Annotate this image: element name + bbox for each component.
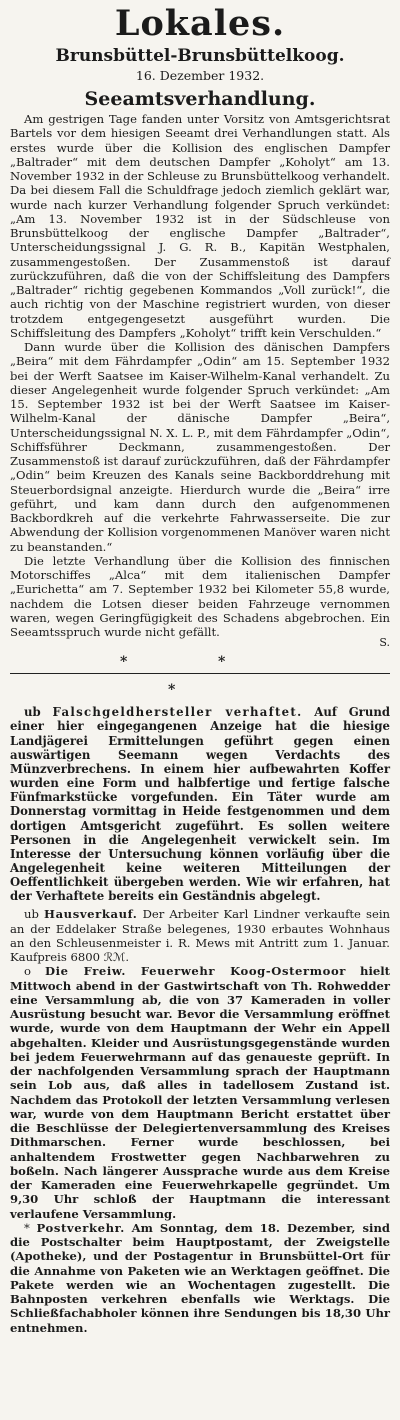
notice-house-sale bbox=[10, 907, 390, 964]
notice-prefix: ub bbox=[24, 907, 39, 922]
notice-headline: Hausverkauf. bbox=[44, 907, 138, 922]
article-title: Seeamtsverhandlung. bbox=[84, 88, 316, 110]
location-subhead: Brunsbüttel-Brunsbüttelkoog. bbox=[55, 46, 345, 66]
notice-headline: Postverkehr. bbox=[36, 1220, 125, 1235]
author-signature: S. bbox=[379, 636, 390, 650]
notice-fire-brigade bbox=[10, 964, 390, 1221]
notice-text: Der Arbeiter Karl Lindner verkaufte sein an der Eddelaker Straße belegenes, 1930 erbautes Wohnhaus an den Schleusenmeister i. R. Mews mit Antritt zum 1. Januar. Kaufpreis 6800 ℛℳ. bbox=[10, 907, 390, 965]
notice-text: hielt Mittwoch abend in der Gastwirtschaft von Th. Rohwedder eine Versammlung ab, die von 37 Kameraden in voller Ausrüstung besucht war. Bevor die Versammlung eröffnet wurde, wurde von dem Hauptmann der Wehr ein Appell abgehalten. Kleider und Ausrüstungsgegenstände wurden bei jedem Feuerwehrmann auf das genaueste geprüft. In der nachfolgenden Versammlung sprach der Hauptmann sein Lob aus, daß alles in tadellosem Zustand ist. Nachdem das Protokoll der letzten Versammlung verlesen war, wurde von dem Hauptmann Bericht erstattet über die Beschlüsse der Delegiertenversammlung des Kreises Dithmarschen. Ferner wurde beschlossen, bei anhaltendem Frostwetter gegen Nachbarwehren zu boßeln. Nach längerer Aussprache wurde aus dem Kreise der Kameraden eine Feuerwehrkapelle gegründet. Um 9,30 Uhr schloß der Hauptmann die interessant verlaufene Versammlung. bbox=[10, 964, 390, 1221]
separator-rule bbox=[10, 673, 390, 674]
separator-star: * bbox=[218, 654, 226, 671]
separator-star: * bbox=[120, 654, 128, 671]
dateline: 16. Dezember 1932. bbox=[135, 68, 265, 83]
notice-prefix: * bbox=[24, 1220, 30, 1235]
article-paragraph: Am gestrigen Tage fanden unter Vorsitz von Amtsgerichtsrat Bartels vor dem hiesigen Seeamt drei Verhandlungen statt. Als erstes wurde über die Kollision des englischen Dampfer „Baltrader“ mit dem deutschen Dampfer „Koholyt“ am 13. November 1932 in der Schleuse zu Brunsbüttelkoog verhandelt. Da bei diesem Fall die Schuldfrage jedoch ziemlich geklärt war, wurde nach kurzer Verhandlung folgender Spruch verkündet: „Am 13. November 1932 ist in der Südschleuse von Brunsbüttelkoog der englische Dampfer „Baltrader“, Unterscheidungssignal J. G. R. B., Kapitän Westphalen, zusammengestoßen. Der Zusammenstoß ist darauf zurückzuführen, daß die von der Schiffsleitung des Dampfers „Baltrader“ richtig gegebenen Kommandos „Voll zurück!“, die auch richtig von der Maschine registriert wurden, von dieser trotzdem entgegengesetzt ausgeführt wurden. Die Schiffsleitung des Dampfers „Koholyt“ trifft kein Verschulden.“ bbox=[10, 112, 390, 340]
notice-counterfeit bbox=[10, 705, 390, 903]
section-separator bbox=[10, 649, 390, 705]
notice-headline: Falschgeldhersteller verhaftet. bbox=[52, 705, 303, 720]
article-paragraph: Dann wurde über die Kollision des dänischen Dampfers „Beira“ mit dem Fährdampfer „Odin“ am 15. September 1932 bei der Werft Saatsee im Kaiser-Wilhelm-Kanal verhandelt. Zu dieser Angelegenheit wurde folgender Spruch verkündet: „Am 15. September 1932 ist bei der Werft Saatsee im Kaiser-Wilhelm-Kanal der dänische Dampfer „Beira“, Unterscheidungssignal N. X. L. P., mit dem Fährdampfer „Odin“, Schiffsführer Deckmann, zusammengestoßen. Der Zusammenstoß ist darauf zurückzuführen, daß der Fährdampfer „Odin“ beim Kreuzen des Kanals seine Backborddrehung mit Steuerbordsignal anzeigte. Hierdurch wurde die „Beira“ irre geführt, und kam dann durch den aufgenommenen Backbordkreh auf die verkehrte Fahrwasserseite. Die zur Abwendung der Kollision vorgenommenen Manöver waren nicht zu beanstanden.“ bbox=[10, 340, 390, 554]
separator-star: * bbox=[168, 682, 176, 699]
article-paragraph: Die letzte Verhandlung über die Kollision des finnischen Motorschiffes „Alca“ mit dem italienischen Dampfer „Eurichetta“ am 7. September 1932 bei Kilometer 55,8 wurde, nachdem die Lotsen dieser beiden Fahrzeuge vernommen waren, wegen Geringfügigkeit des Schadens abgebrochen. Ein Seeamtsspruch wurde nicht gefällt. bbox=[10, 553, 390, 639]
notice-text: Am Sonntag, dem 18. Dezember, sind die Postschalter beim Hauptpostamt, der Zweigstelle (Apotheke), und der Postagentur in Brunsbüttel-Ort für die Annahme von Paketen wie an Werktagen geöffnet. Die Pakete werden wie an Wochentagen zugestellt. Die Bahnposten verkehren ebenfalls wie Werktags. Die Schließfachabholer können ihre Sendungen bis 18,30 Uhr entnehmen. bbox=[10, 1220, 391, 1335]
notice-prefix: o bbox=[24, 964, 31, 979]
article-body bbox=[10, 112, 390, 649]
section-masthead: Lokales. bbox=[114, 3, 286, 44]
notice-prefix: ub bbox=[24, 705, 41, 720]
notice-headline: Die Freiw. Feuerwehr Koog-Ostermoor bbox=[45, 964, 346, 979]
notice-text: Auf Grund einer hier eingegangenen Anzeige hat die hiesige Landjägerei Ermittelungen geführt gegen einen auswärtigen Seemann wegen Verdachts des Münzverbrechens. In einem hier aufbewahrten Koffer wurden eine Form und halbfertige und fertige falsche Fünfmarkstücke vorgefunden. Ein Täter wurde am Donnerstag vormittag in Heide festgenommen und dem dortigen Amtsgericht zugeführt. Es sollen weitere Personen in die Angelegenheit verwickelt sein. Im Interesse der Untersuchung können vorläufig über die Angelegenheit keine weiteren Mitteilungen der Oeffentlichkeit übergeben werden. Wie wir erfahren, hat der Verhaftete bereits ein Geständnis abgelegt. bbox=[10, 705, 391, 904]
notice-postal bbox=[10, 1221, 390, 1335]
